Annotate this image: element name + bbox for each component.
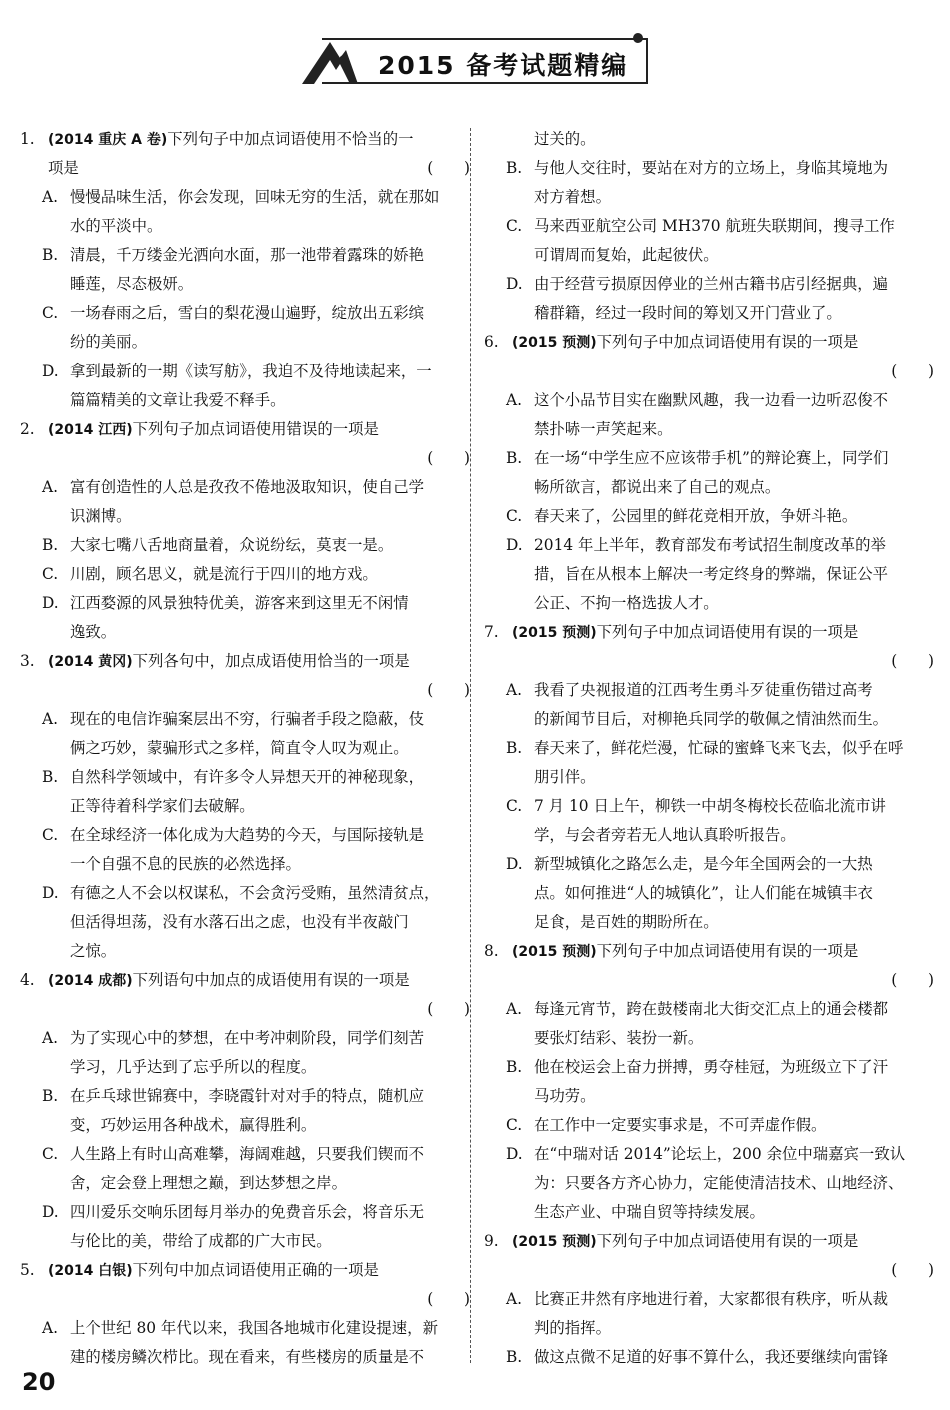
question-number: 2. [20,420,35,438]
section-header [300,38,650,86]
option-text: 睡莲，尽态极妍。 [70,275,194,293]
option-letter: B. [42,246,59,264]
option-letter: C. [42,826,59,844]
option-text: 与他人交往时，要站在对方的立场上，身临其境地为 [534,159,888,177]
option-text: 自然科学领域中，有许多令人异想天开的神秘现象， [70,768,424,786]
option-text: 舍，定会登上理想之巅，到达梦想之岸。 [70,1174,348,1192]
option-letter: A. [506,1000,523,1018]
option-letter: D. [506,855,523,873]
question-source: (2014 江西) [48,422,133,438]
option-text: 一场春雨之后，雪白的梨花漫山遍野，绽放出五彩缤 [70,304,424,322]
option-text: 建的楼房鳞次栉比。现在看来，有些楼房的质量是不 [70,1348,424,1366]
option-letter: A. [42,188,59,206]
option-text: 足食，是百姓的期盼所在。 [534,913,719,931]
question-text: 下列各句中，加点成语使用恰当的一项是 [132,652,410,670]
question-stem-line [48,1256,379,1285]
question-source: (2014 黄冈) [48,654,133,670]
option-text: 2014 年上半年，教育部发布考试招生制度改革的举 [534,536,886,554]
option-text: 在“中瑞对话 2014”论坛上，200 余位中瑞嘉宾一致认 [534,1145,906,1163]
option-letter: B. [506,739,523,757]
option-text: 清晨，千万缕金光洒向水面，那一池带着露珠的娇艳 [70,246,424,264]
option-text: 富有创造性的人总是孜孜不倦地汲取知识，使自己学 [70,478,424,496]
option-letter: D. [506,275,523,293]
question-source: (2015 预测) [512,335,597,351]
option-text: 篇篇精美的文章让我爱不释手。 [70,391,286,409]
question-source: (2014 成都) [48,973,133,989]
question-stem-line [512,618,858,647]
option-text: 正等待着科学家们去破解。 [70,797,255,815]
option-text: 我看了央视报道的江西考生勇斗歹徒重伤错过高考 [534,681,873,699]
option-letter: B. [506,449,523,467]
option-text: 现在的电信诈骗案层出不穷，行骗者手段之隐蔽，伎 [70,710,424,728]
option-text: 四川爱乐交响乐团每月举办的免费音乐会，将音乐无 [70,1203,424,1221]
option-text: 学，与会者旁若无人地认真聆听报告。 [534,826,796,844]
option-text: 纷的美丽。 [70,333,147,351]
option-letter: A. [42,478,59,496]
question-stem-line [48,647,410,676]
question-stem-line [48,415,379,444]
column-divider [470,128,471,1363]
answer-bracket: ( ) [891,362,934,380]
option-text: 在工作中一定要实事求是，不可弄虚作假。 [534,1116,827,1134]
option-text: 点。如何推进“人的城镇化”，让人们能在城镇丰衣 [534,884,873,902]
option-letter: B. [506,1348,523,1366]
option-letter: C. [506,1116,523,1134]
option-text: 川剧，顾名思义，就是流行于四川的地方戏。 [70,565,378,583]
option-text: 禁扑哧一声笑起来。 [534,420,673,438]
option-letter: C. [506,217,523,235]
question-source: (2015 预测) [512,944,597,960]
option-letter: A. [42,1029,59,1047]
option-text: 学习，几乎达到了忘乎所以的程度。 [70,1058,317,1076]
option-text: 慢慢品味生活，你会发现，回味无穷的生活，就在那如 [70,188,440,206]
question-text: 下列句中加点词语使用正确的一项是 [132,1261,379,1279]
option-letter: A. [42,1319,59,1337]
option-letter: D. [42,594,59,612]
question-number: 1. [20,130,35,148]
option-text: 马来西亚航空公司 MH370 航班失联期间，搜寻工作 [534,217,895,235]
question-stem-line [512,937,858,966]
question-source: (2015 预测) [512,625,597,641]
option-text: 识渊博。 [70,507,132,525]
option-text: 在乒乓球世锦赛中，李晓霞针对对手的特点，随机应 [70,1087,424,1105]
option-letter: D. [42,362,59,380]
option-letter: A. [42,710,59,728]
answer-bracket: ( ) [427,1290,470,1308]
option-letter: D. [506,536,523,554]
option-text: 生态产业、中瑞自贸等持续发展。 [534,1203,765,1221]
question-text: 下列句子中加点词语使用有误的一项是 [596,333,859,351]
question-stem-line: 项是 [48,159,79,177]
page-title: 2015 备考试题精编 [378,51,629,80]
question-source: (2014 重庆 A 卷) [48,132,168,148]
option-letter: C. [42,304,59,322]
option-letter: D. [42,1203,59,1221]
answer-bracket: ( ) [427,159,470,177]
option-text: 朋引伴。 [534,768,596,786]
header-dot [633,33,643,43]
option-text: 对方着想。 [534,188,611,206]
answer-bracket: ( ) [427,1000,470,1018]
question-number: 4. [20,971,35,989]
option-letter: D. [42,884,59,902]
question-text: 下列句子中加点词语使用有误的一项是 [596,623,859,641]
option-text: 判的指挥。 [534,1319,611,1337]
option-text: 为：只要各方齐心协力，定能使清洁技术、山地经济、 [534,1174,904,1192]
option-letter: B. [42,536,59,554]
option-letter: D. [506,1145,523,1163]
question-source: (2014 白银) [48,1263,133,1279]
option-letter: A. [506,1290,523,1308]
option-text: 与伦比的美，带给了成都的广大市民。 [70,1232,332,1250]
option-text: 但活得坦荡，没有水落石出之虑，也没有半夜敲门 [70,913,409,931]
option-text: 春天来了，公园里的鲜花竞相开放，争妍斗艳。 [534,507,858,525]
option-text: 人生路上有时山高难攀，海阔难越，只要我们锲而不 [70,1145,424,1163]
question-stem-line [48,125,413,154]
option-text: 变，巧妙运用各种战术，赢得胜利。 [70,1116,317,1134]
option-letter: B. [506,1058,523,1076]
question-number: 8. [484,942,499,960]
question-text: 下列句子加点词语使用错误的一项是 [132,420,379,438]
answer-bracket: ( ) [891,1261,934,1279]
option-text: 俩之巧妙，蒙骗形式之多样，简直令人叹为观止。 [70,739,409,757]
answer-bracket: ( ) [427,449,470,467]
question-text: 下列语句中加点的成语使用有误的一项是 [132,971,410,989]
option-text: 每逢元宵节，跨在鼓楼南北大街交汇点上的通会楼都 [534,1000,888,1018]
option-text: 他在校运会上奋力拼搏，勇夺桂冠，为班级立下了汗 [534,1058,888,1076]
question-stem-line [48,966,410,995]
option-text: 逸致。 [70,623,117,641]
option-letter: B. [42,768,59,786]
option-text: 水的平淡中。 [70,217,163,235]
question-number: 5. [20,1261,35,1279]
option-text: 可谓周而复始，此起彼伏。 [534,246,719,264]
option-text: 为了实现心中的梦想，在中考冲刺阶段，同学们刻苦 [70,1029,424,1047]
option-letter: B. [42,1087,59,1105]
option-letter: C. [42,1145,59,1163]
question-number: 3. [20,652,35,670]
option-text: 新型城镇化之路怎么走，是今年全国两会的一大热 [534,855,873,873]
option-text: 之惊。 [70,942,117,960]
option-text: 畅所欲言，都说出来了自己的观点。 [534,478,781,496]
option-text: 在全球经济一体化成为大趋势的今天，与国际接轨是 [70,826,424,844]
question-number: 6. [484,333,499,351]
option-text: 江西婺源的风景独特优美，游客来到这里无不闲情 [70,594,409,612]
option-text: 上个世纪 80 年代以来，我国各地城市化建设提速，新 [70,1319,438,1337]
option-letter: A. [506,391,523,409]
option-text: 稽群籍，经过一段时间的筹划又开门营业了。 [534,304,842,322]
option-letter: B. [506,159,523,177]
question-stem-line [512,1227,858,1256]
question-number: 9. [484,1232,499,1250]
option-text: 由于经营亏损原因停业的兰州古籍书店引经据典，遍 [534,275,888,293]
option-text: 比赛正井然有序地进行着，大家都很有秩序，听从裁 [534,1290,888,1308]
option-text: 要张灯结彩、装扮一新。 [534,1029,704,1047]
question-text: 下列句子中加点词语使用不恰当的一 [167,130,414,148]
option-text: 这个小品节目实在幽默风趣，我一边看一边听忍俊不 [534,391,888,409]
option-letter: C. [506,797,523,815]
question-text: 下列句子中加点词语使用有误的一项是 [596,1232,859,1250]
question-source: (2015 预测) [512,1234,597,1250]
page-number: 20 [22,1368,56,1396]
option-text: 做这点微不足道的好事不算什么，我还要继续向雷锋 [534,1348,888,1366]
option-text: 措，旨在从根本上解决一考定终身的弊端，保证公平 [534,565,888,583]
answer-bracket: ( ) [427,681,470,699]
option-letter: C. [42,565,59,583]
option-text: 公正、不拘一格选拔人才。 [534,594,719,612]
option-text: 马功劳。 [534,1087,596,1105]
answer-bracket: ( ) [891,652,934,670]
option-text: 春天来了，鲜花烂漫，忙碌的蜜蜂飞来飞去，似乎在呼 [534,739,904,757]
question-stem-line [512,328,858,357]
option-text: 有德之人不会以权谋私，不会贪污受贿，虽然清贫点， [70,884,440,902]
option-text: 一个自强不息的民族的必然选择。 [70,855,301,873]
question-text: 下列句子中加点词语使用有误的一项是 [596,942,859,960]
question-number: 7. [484,623,499,641]
option-text: 7 月 10 日上午，柳铁一中胡冬梅校长莅临北流市讲 [534,797,886,815]
answer-bracket: ( ) [891,971,934,989]
option-text: 的新闻节目后，对柳艳兵同学的敬佩之情油然而生。 [534,710,888,728]
option-text: 大家七嘴八舌地商量着，众说纷纭，莫衷一是。 [70,536,394,554]
option-letter: A. [506,681,523,699]
option-text: 过关的。 [534,130,596,148]
option-letter: C. [506,507,523,525]
option-text: 在一场“中学生应不应该带手机”的辩论赛上，同学们 [534,449,889,467]
option-text: 拿到最新的一期《读写舫》，我迫不及待地读起来，一 [70,362,432,380]
